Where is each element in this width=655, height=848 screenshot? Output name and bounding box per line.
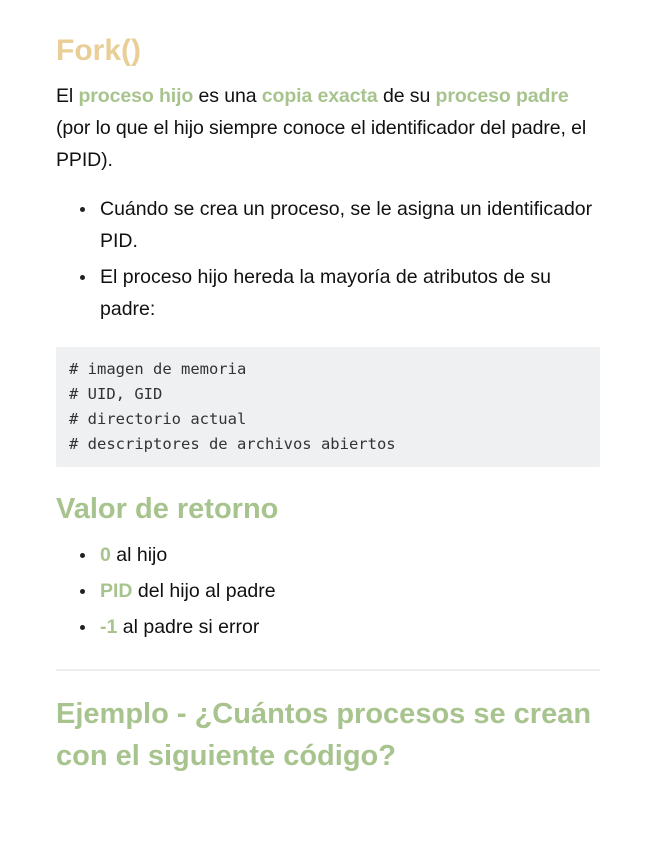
list-item	[100, 575, 600, 607]
return-description: al hijo	[110, 544, 168, 566]
intro-text: es una	[193, 85, 262, 107]
return-description: del hijo al padre	[132, 580, 276, 602]
list-item	[100, 611, 600, 643]
section-heading-retorno: Valor de retorno	[56, 493, 279, 525]
return-value: 0	[100, 544, 111, 566]
intro-text: El	[56, 85, 79, 107]
return-values-list	[56, 539, 600, 643]
list-item	[100, 539, 600, 571]
intro-paragraph	[56, 80, 600, 176]
intro-text: (por lo que el hijo siempre conoce el identificador del padre, el PPID).	[56, 117, 587, 171]
section-divider	[56, 669, 600, 671]
code-line: # UID, GID	[69, 385, 163, 403]
return-value: PID	[100, 580, 133, 602]
return-description: al padre si error	[117, 616, 260, 638]
highlight-proceso-padre: proceso padre	[435, 85, 569, 107]
highlight-copia-exacta: copia exacta	[261, 85, 378, 107]
code-line: # directorio actual	[69, 410, 247, 428]
section-heading-ejemplo: Ejemplo - ¿Cuántos procesos se crean con el siguiente código?	[56, 698, 592, 772]
intro-text: de su	[377, 85, 436, 107]
code-block	[56, 347, 600, 467]
list-item: El proceso hijo hereda la mayoría de atributos de su padre:	[100, 261, 600, 325]
code-line: # descriptores de archivos abiertos	[69, 435, 396, 453]
list-item: Cuándo se crea un proceso, se le asigna un identificador PID.	[100, 193, 600, 257]
attributes-list	[56, 193, 600, 325]
highlight-proceso-hijo: proceso hijo	[78, 85, 194, 107]
return-value: -1	[100, 616, 118, 638]
page-title: Fork()	[56, 34, 141, 67]
code-line: # imagen de memoria	[69, 360, 247, 378]
